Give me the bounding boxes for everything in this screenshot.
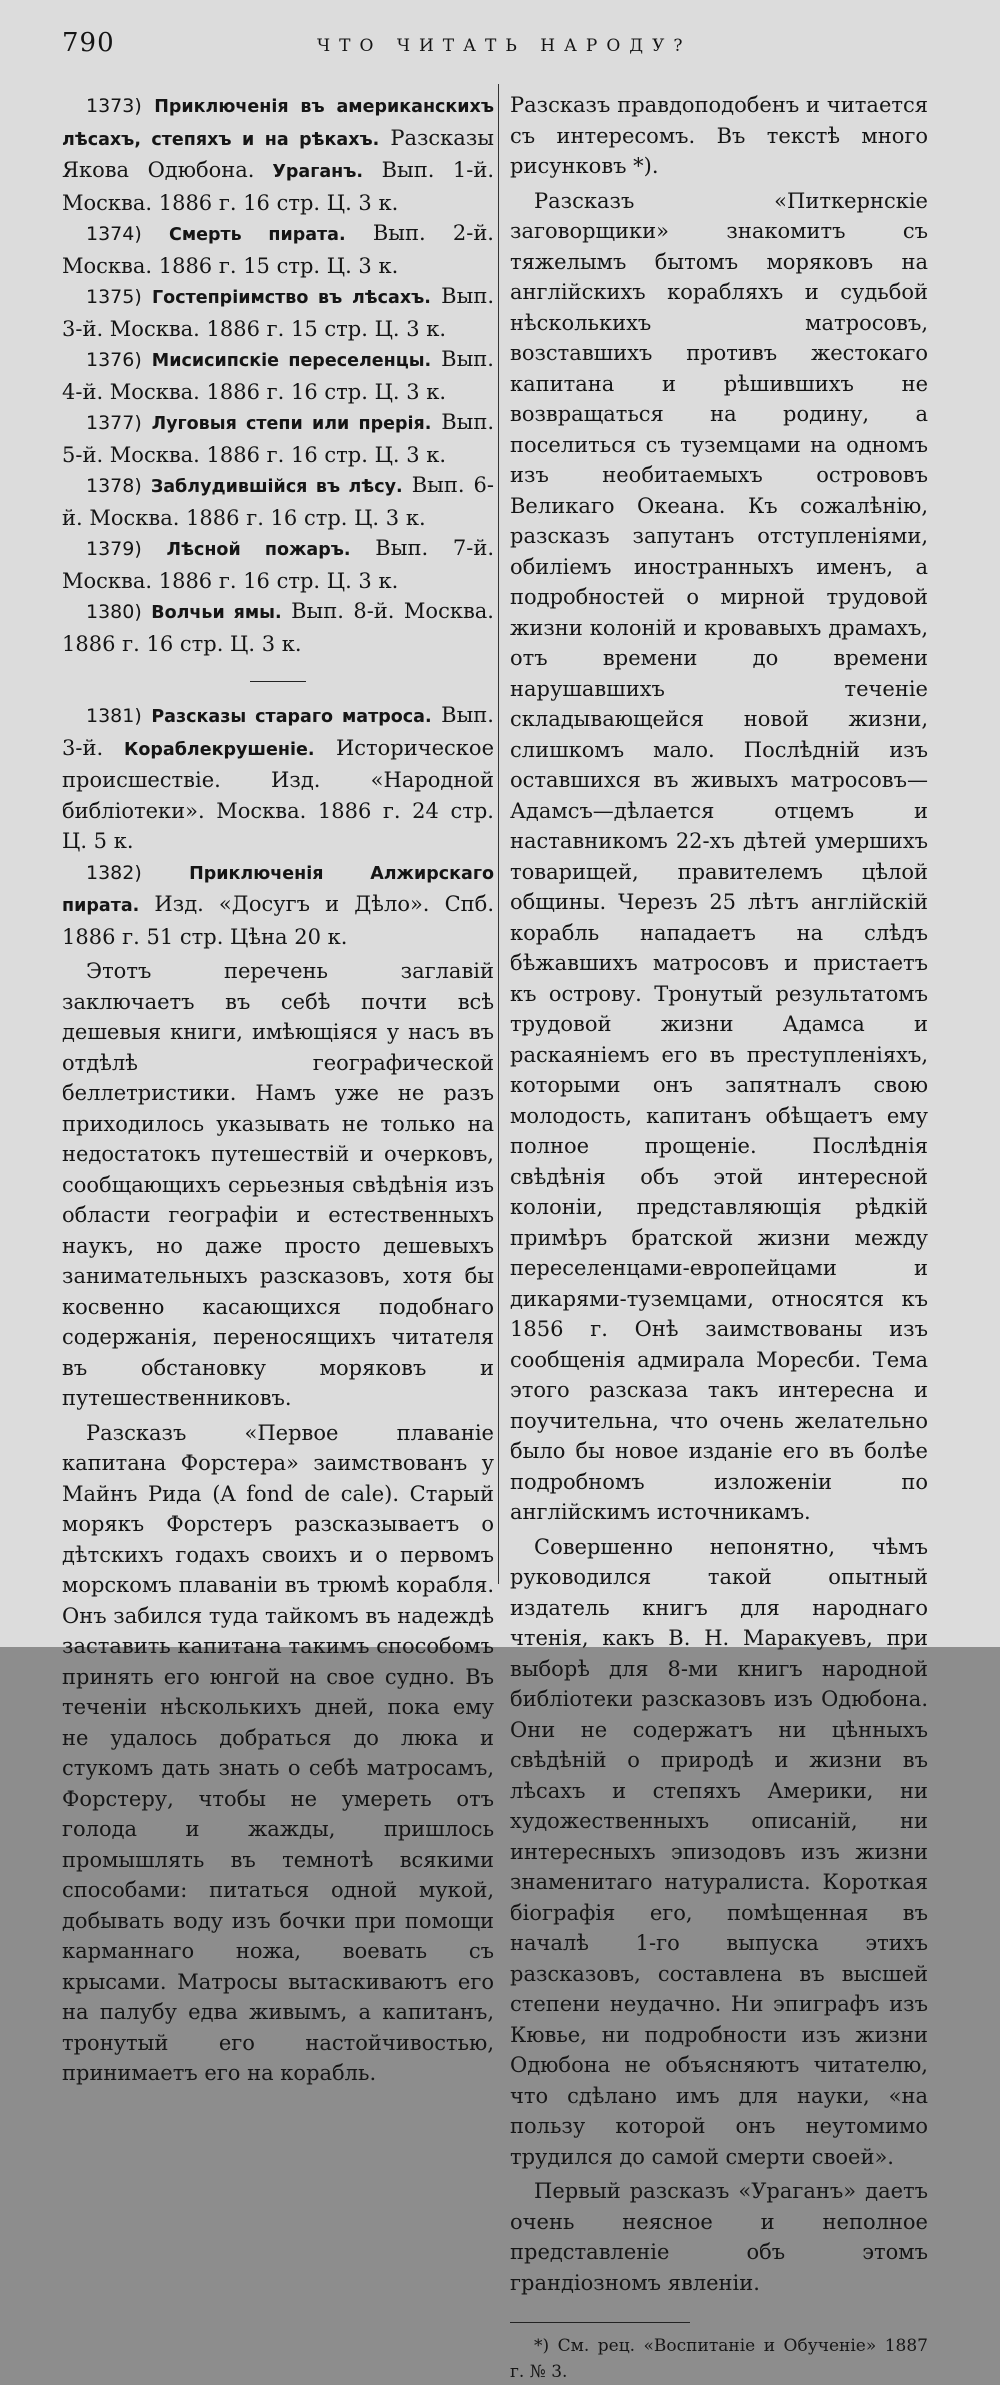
column-divider [498, 84, 499, 1584]
entry-title: Лѣсной пожаръ. [166, 540, 351, 560]
entry-title: Заблудившійся въ лѣсу. [150, 477, 403, 497]
entry-details: Вып. 1-й. Москва. 1886 г. 16 стр. Ц. 3 к. [62, 158, 495, 215]
catalog-entry [62, 700, 494, 857]
catalog-entry [62, 281, 494, 344]
running-title: ЧТО ЧИТАТЬ НАРОДУ? [317, 36, 692, 56]
page-number: 790 [62, 28, 115, 58]
entry-details: Разсказы Якова Одюбона. [62, 125, 494, 182]
entry-details: Изд. «Досугъ и Дѣло». Спб. 1886 г. 51 стр. Цѣна 20 к. [62, 892, 494, 949]
catalog-entry [62, 470, 494, 533]
body-paragraph: Совершенно непонятно, чѣмъ руководился такой опытный издатель книгъ для народнаго чтенія, какъ В. Н. Маракуевъ, при выборѣ для 8-ми книгъ народной библіотеки разсказовъ изъ Одюбона. Они не содержатъ ни цѣнныхъ свѣдѣній о природѣ и жизни въ лѣсахъ и степяхъ Америки, ни художественныхъ описаній, ни интересныхъ эпизодовъ изъ жизни знаменитаго натуралиста. Короткая біографія его, помѣщенная въ началѣ 1-го выпуска этихъ разсказовъ, составлена въ высшей степени неудачно. Ни эпиграфъ изъ Кювье, ни подробности изъ жизни Одюбона не объясняютъ читателю, что сдѣлано имъ для науки, «на пользу которой онъ неутомимо трудился до самой смерти своей». [510, 1534, 928, 2169]
section-separator [250, 681, 306, 682]
catalog-entry [62, 407, 494, 470]
entry-number: 1376) [86, 349, 142, 371]
entry-title: Разсказы стараго матроса. [151, 707, 432, 727]
entry-number: 1378) [86, 475, 142, 497]
catalog-entry [62, 533, 494, 596]
entry-details: Вып. 7-й. Москва. 1886 г. 16 стр. Ц. 3 к. [62, 536, 494, 593]
entry-subtitle: Ураганъ. [254, 162, 364, 182]
entry-title: Гостепріимство въ лѣсахъ. [152, 288, 431, 308]
entry-number: 1373) [86, 95, 142, 117]
entry-details: Вып. 2-й. Москва. 1886 г. 15 стр. Ц. 3 к. [62, 221, 494, 278]
entry-number: 1377) [86, 412, 142, 434]
entry-details: Вып. 5-й. Москва. 1886 г. 16 стр. Ц. 3 к. [62, 410, 495, 467]
right-column [510, 90, 928, 2385]
body-paragraph: Разсказъ «Первое плаваніе капитана Форстера» заимствованъ у Майнъ Рида (A fond de cale). Старый морякъ Форстеръ разсказываетъ о дѣтскихъ годахъ своихъ и о первомъ морскомъ плаваніи въ трюмѣ корабля. Онъ забился туда тайкомъ въ надеждѣ заставить капитана такимъ способомъ принять его юнгой на свое судно. Въ теченіи нѣсколькихъ дней, пока ему не удалось добраться до люка и стукомъ дать знать о себѣ матросамъ, Форстеру, чтобы не умереть отъ голода и жажды, пришлось промышлять въ темнотѣ всякими способами: питаться одной мукой, добывать воду изъ бочки при помощи карманнаго ножа, воевать съ крысами. Матросы вытаскиваютъ его на палубу едва живымъ, а капитанъ, тронутый его настойчивостью, принимаетъ его на корабль. [62, 1420, 494, 2085]
entry-number: 1379) [86, 538, 142, 560]
entry-title: Мисисипскіе переселенцы. [151, 351, 432, 371]
entry-number: 1382) [86, 861, 142, 884]
entry-details: Вып. 8-й. Москва. 1886 г. 16 стр. Ц. 3 к. [62, 599, 494, 656]
entry-number: 1375) [86, 286, 142, 308]
entry-title: Приключенія въ американскихъ лѣсахъ, степяхъ и на рѣкахъ. [62, 97, 494, 150]
body-paragraph: Первый разсказъ «Ураганъ» даетъ очень неясное и неполное представленіе объ этомъ грандіозномъ явленіи. [510, 2179, 928, 2295]
catalog-entry [62, 90, 494, 218]
entry-details: Историческое происшествіе. Изд. «Народной библіотеки». Москва. 1886 г. 24 стр. Ц. 5 к. [62, 735, 494, 853]
entry-details: Вып. 6-й. Москва. 1886 г. 16 стр. Ц. 3 к. [62, 473, 494, 530]
body-paragraph-continued: Разсказъ правдоподобенъ и читается съ интересомъ. Въ текстѣ много рисунковъ *). [510, 93, 928, 178]
entry-title: Луговыя степи или прерія. [151, 414, 432, 434]
entry-subtitle: Кораблекрушеніе. [103, 739, 315, 760]
entry-title: Приключенія Алжирскаго пирата. [62, 863, 494, 916]
entry-title: Волчьи ямы. [151, 603, 282, 623]
body-paragraph: Этотъ перечень заглавій заключаетъ въ себѣ почти всѣ дешевыя книги, имѣющіяся у насъ въ отдѣлѣ географической беллетристики. Намъ уже не разъ приходилось указывать не только на недостатокъ путешествій и очерковъ, сообщающихъ серьезныя свѣдѣнія изъ области географіи и естественныхъ наукъ, но даже просто дешевыхъ занимательныхъ разсказовъ, хотя бы косвенно касающихся подобнаго содержанія, переносящихъ читателя въ обстановку моряковъ и путешественниковъ. [62, 959, 494, 1410]
entry-number: 1381) [86, 705, 142, 727]
footnote-rule [510, 2322, 690, 2323]
entry-number: 1380) [86, 601, 142, 623]
catalog-entry [62, 596, 494, 659]
catalog-entry [62, 218, 494, 281]
left-column [62, 90, 494, 2089]
entry-details: Вып. 3-й. Москва. 1886 г. 15 стр. Ц. 3 к. [62, 284, 494, 341]
page-header [62, 28, 880, 68]
catalog-entry [62, 344, 494, 407]
entry-title: Смерть пирата. [168, 225, 346, 245]
entry-number: 1374) [86, 223, 142, 245]
catalog-entry [62, 857, 494, 953]
footnote: *) См. рец. «Воспитаніе и Обученіе» 1887 г. № 3. [510, 2336, 928, 2382]
entry-details: Вып. 4-й. Москва. 1886 г. 16 стр. Ц. 3 к. [62, 347, 494, 404]
body-paragraph: Разсказъ «Питкернскіе заговорщики» знакомитъ съ тяжелымъ бытомъ моряковъ на англійскихъ корабляхъ и судьбой нѣсколькихъ матросовъ, возставшихъ противъ жестокаго капитана и рѣшившихъ не возвращаться на родину, а поселиться съ туземцами на одномъ изъ необитаемыхъ острововъ Великаго Океана. Къ сожалѣнію, разсказъ запутанъ отступленіями, обиліемъ иностранныхъ именъ, а подробностей о мирной трудовой жизни колоній и кровавыхъ драмахъ, отъ времени до времени нарушавшихъ теченіе складывающейся новой жизни, слишкомъ мало. Послѣдній изъ оставшихся въ живыхъ матросовъ—Адамсъ—дѣлается отцемъ и наставникомъ 22-хъ дѣтей умершихъ товарищей, правителемъ цѣлой общины. Черезъ 25 лѣтъ англійскій корабль нападаетъ на слѣдъ бѣжавшихъ матросовъ и пристаетъ къ острову. Тронутый результатомъ трудовой жизни Адамса и раскаяніемъ его въ преступленіяхъ, которыми онъ запятналъ свою молодость, капитанъ обѣщаетъ ему полное прощеніе. Послѣднія свѣдѣнія объ этой интересной колоніи, представляющія рѣдкій примѣръ братской жизни между переселенцами-европейцами и дикарями-туземцами, относятся къ 1856 г. Онѣ заимствованы изъ сообщенія адмирала Моресби. Тема этого разсказа такъ интересна и поучительна, что очень желательно было бы новое изданіе его въ болѣе подробномъ изложеніи по англійскимъ источникамъ. [510, 188, 928, 1524]
entry-details: Вып. 3-й. [62, 703, 494, 760]
